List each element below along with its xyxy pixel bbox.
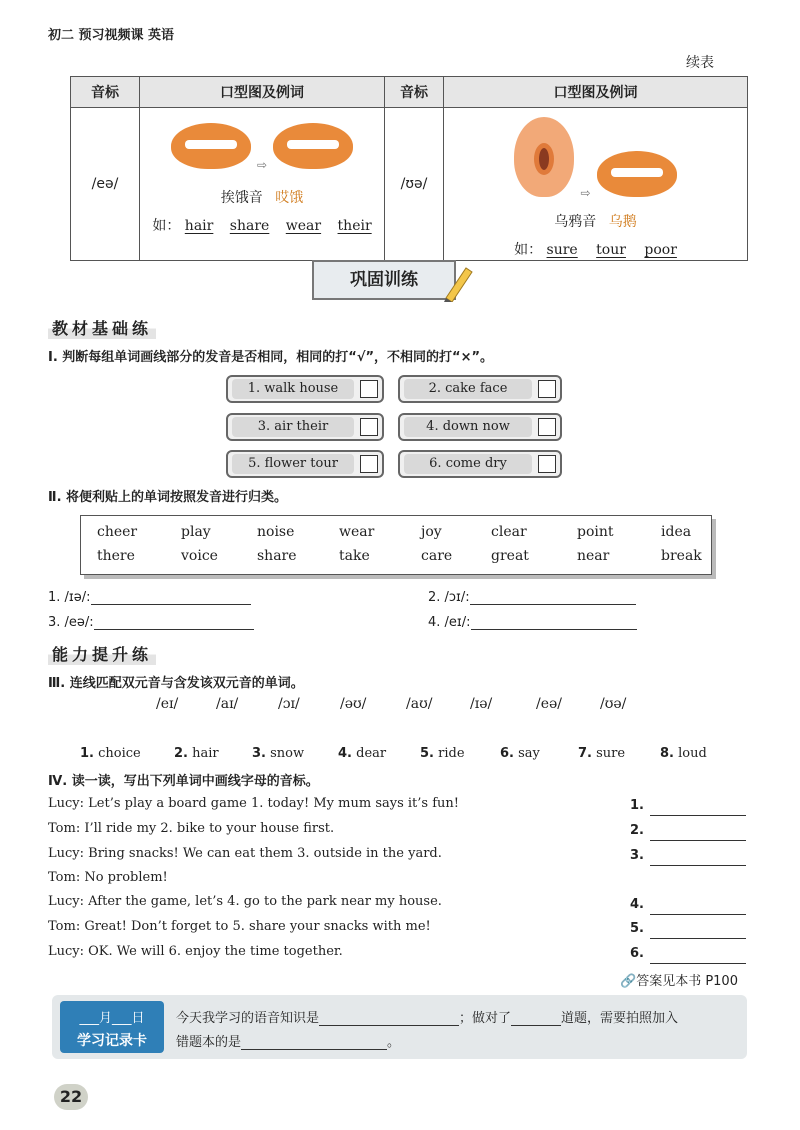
checkbox-1[interactable]: [360, 380, 378, 398]
answer-line[interactable]: [650, 864, 746, 866]
example-word: sure: [546, 242, 578, 258]
dialog-line: Lucy: OK. We will 6. enjoy the time together.: [48, 944, 343, 959]
page-number: 22: [54, 1084, 88, 1110]
diphthong-symbol: /ɪə/: [470, 696, 493, 712]
word: great: [491, 548, 529, 564]
answer-num: 1.: [630, 798, 644, 813]
answer-line[interactable]: [91, 604, 251, 605]
word: noise: [257, 524, 295, 540]
checkbox-3[interactable]: [360, 418, 378, 436]
q3-instruction: Ⅲ. 连线匹配双元音与含发该双元音的单词。: [48, 676, 304, 691]
match-word-3: 3. snow: [252, 746, 305, 761]
mnemonic-orange: 哎饿: [275, 190, 304, 206]
classify-blank-4: 4. /eɪ/:: [428, 615, 637, 630]
col-mouth: 口型图及例词: [140, 77, 385, 108]
lips-icon: [597, 151, 677, 197]
answer-num: 3.: [630, 848, 644, 863]
match-word-2: 2. hair: [174, 746, 219, 761]
sticky-note-words: [80, 515, 712, 575]
diphthong-symbol: /ɔɪ/: [278, 696, 300, 712]
word: there: [97, 548, 135, 564]
q1-instruction: Ⅰ. 判断每组单词画线部分的发音是否相同，相同的打“√”，不相同的打“×”。: [48, 350, 494, 365]
word: idea: [661, 524, 692, 540]
dialog-line: Tom: I’ll ride my 2. bike to your house first.: [48, 821, 335, 836]
study-record-card: [52, 995, 747, 1059]
diphthong-symbol: /eə/: [536, 696, 563, 712]
answer-line[interactable]: [650, 913, 746, 915]
judge-item-2: 2. cake face: [398, 375, 562, 403]
match-word-1: 1. choice: [80, 746, 141, 761]
answer-num: 5.: [630, 921, 644, 936]
mnemonic-gray: 乌鸦音: [554, 214, 597, 230]
classify-blank-1: 1. /ɪə/:: [48, 590, 251, 605]
col-mouth-2: 口型图及例词: [444, 77, 748, 108]
word: share: [257, 548, 297, 564]
arrow-icon: ⇨: [580, 185, 591, 200]
link-icon: 🔗: [620, 974, 637, 989]
symbol-ea: /eə/: [71, 108, 140, 261]
match-word-6: 6. say: [500, 746, 540, 761]
phonetic-table: [70, 76, 748, 261]
match-word-8: 8. loud: [660, 746, 707, 761]
diphthong-symbol: /eɪ/: [156, 696, 179, 712]
example-word: poor: [644, 242, 677, 258]
example-word: tour: [596, 242, 626, 258]
word: joy: [421, 524, 442, 540]
answer-num: 6.: [630, 946, 644, 961]
answer-line[interactable]: [94, 629, 254, 630]
judge-item-1: 1. walk house: [226, 375, 384, 403]
word: play: [181, 524, 211, 540]
section-title-advanced: 能力提升练: [48, 642, 156, 665]
example-word: hair: [184, 218, 214, 234]
symbol-ua: /ʊə/: [385, 108, 444, 261]
q2-instruction: Ⅱ. 将便利贴上的单词按照发音进行归类。: [48, 490, 288, 505]
col-symbol: 音标: [71, 77, 140, 108]
example-word: their: [337, 218, 372, 234]
word: clear: [491, 524, 527, 540]
mouth-cell-ua: [444, 108, 748, 261]
pencil-icon: [438, 262, 474, 302]
judge-item-5: 5. flower tour: [226, 450, 384, 478]
match-word-5: 5. ride: [420, 746, 465, 761]
word: point: [577, 524, 614, 540]
checkbox-4[interactable]: [538, 418, 556, 436]
dialog-line: Tom: No problem!: [48, 870, 168, 885]
lips-icon: [273, 123, 353, 169]
answer-line[interactable]: [471, 629, 637, 630]
checkbox-6[interactable]: [538, 455, 556, 473]
record-date: ___月___日: [79, 1011, 145, 1026]
judge-item-3: 3. air their: [226, 413, 384, 441]
word: care: [421, 548, 453, 564]
lips-icon: [171, 123, 251, 169]
diphthong-symbol: /ʊə/: [600, 696, 627, 712]
record-line-1: 今天我学习的语音知识是 ；做对了 道题，需要拍照加入: [176, 1011, 679, 1026]
classify-blank-2: 2. /ɔɪ/:: [428, 590, 636, 605]
rounded-mouth-icon: [514, 117, 574, 197]
diphthong-symbol: /aɪ/: [216, 696, 239, 712]
answer-line[interactable]: [470, 604, 636, 605]
answer-line[interactable]: [650, 937, 746, 939]
arrow-icon: ⇨: [256, 157, 268, 172]
word: voice: [181, 548, 218, 564]
checkbox-5[interactable]: [360, 455, 378, 473]
dialog-line: Lucy: Bring snacks! We can eat them 3. outside in the yard.: [48, 846, 442, 861]
record-blank[interactable]: [241, 1049, 387, 1050]
col-symbol-2: 音标: [385, 77, 444, 108]
dialog-line: Tom: Great! Don’t forget to 5. share your snacks with me!: [48, 919, 431, 934]
checkbox-2[interactable]: [538, 380, 556, 398]
record-line-2: 错题本的是 。: [176, 1035, 401, 1050]
record-blank[interactable]: [319, 1025, 459, 1026]
record-blank[interactable]: [511, 1025, 561, 1026]
diphthong-symbol: /aʊ/: [406, 696, 433, 712]
q4-instruction: Ⅳ. 读一读，写出下列单词中画线字母的音标。: [48, 774, 319, 789]
match-word-7: 7. sure: [578, 746, 626, 761]
judge-item-6: 6. come dry: [398, 450, 562, 478]
dialog-line: Lucy: Let’s play a board game 1. today! My mum says it’s fun!: [48, 796, 459, 811]
answer-line[interactable]: [650, 962, 746, 964]
continued-label: 续表: [686, 55, 714, 71]
judge-item-4: 4. down now: [398, 413, 562, 441]
word: break: [661, 548, 702, 564]
word: take: [339, 548, 370, 564]
record-label: 学习记录卡: [77, 1033, 147, 1049]
word: wear: [339, 524, 375, 540]
match-word-4: 4. dear: [338, 746, 387, 761]
example-prefix: 如：: [152, 218, 181, 234]
section-title-basic: 教材基础练: [48, 316, 156, 339]
answer-reference: 🔗答案见本书 P100: [620, 974, 738, 989]
mnemonic-gray: 挨饿音: [220, 190, 263, 206]
example-prefix: 如：: [514, 242, 543, 258]
answer-num: 4.: [630, 897, 644, 912]
answer-num: 2.: [630, 823, 644, 838]
classify-blank-3: 3. /eə/:: [48, 615, 254, 630]
mouth-cell-ea: [140, 108, 385, 261]
example-word: share: [229, 218, 270, 234]
answer-line[interactable]: [650, 839, 746, 841]
header-title: 初二 预习视频课 英语: [48, 28, 175, 43]
section-banner: 巩固训练: [312, 260, 456, 300]
word: near: [577, 548, 610, 564]
mnemonic-orange: 乌鹅: [608, 214, 637, 230]
example-word: wear: [285, 218, 322, 234]
answer-line[interactable]: [650, 814, 746, 816]
diphthong-symbol: /əʊ/: [340, 696, 367, 712]
record-label-box: [60, 1001, 164, 1053]
dialog-line: Lucy: After the game, let’s 4. go to the park near my house.: [48, 894, 442, 909]
word: cheer: [97, 524, 138, 540]
